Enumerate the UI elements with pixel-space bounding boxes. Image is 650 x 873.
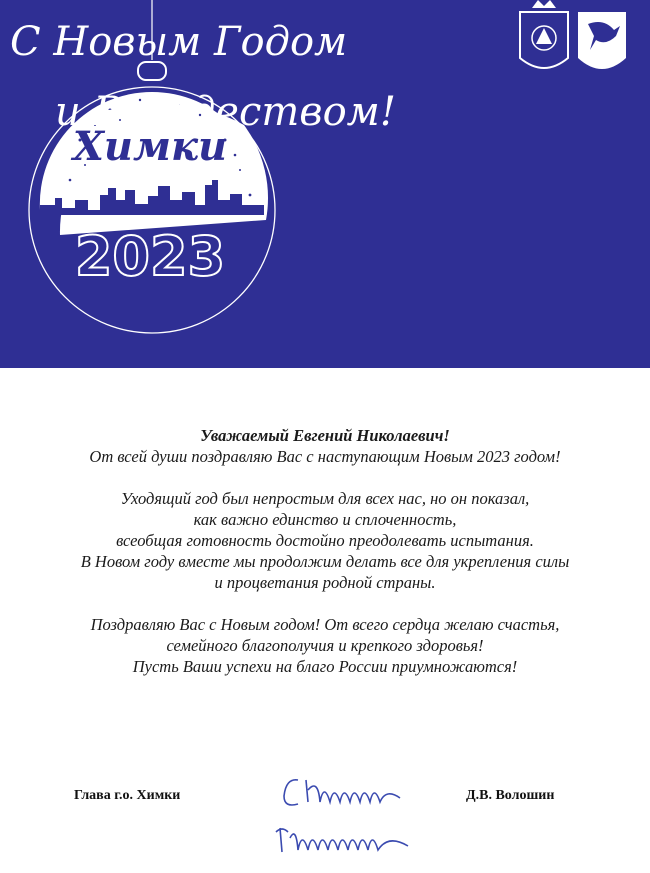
handwritten-signature	[268, 768, 418, 863]
moscow-region-coat-of-arms-icon	[520, 0, 568, 68]
letter-line: как важно единство и сплоченность,	[193, 510, 457, 529]
header-banner	[0, 0, 650, 368]
khimki-coat-of-arms-icon	[578, 12, 626, 69]
greeting-script	[0, 0, 396, 170]
letter-line: От всей души поздравляю Вас с наступающим Новым 2023 годом!	[89, 447, 561, 466]
letter-line: В Новом году вместе мы продолжим делать все для укрепления силы	[80, 552, 570, 571]
letter-line: всеобщая готовность достойно преодолевать испытания.	[116, 531, 534, 550]
signatory-title: Глава г.о. Химки	[74, 788, 181, 803]
letter-line: Уходящий год был непростым для всех нас, но он показал,	[120, 489, 530, 508]
khimki-wordmark: Химки	[72, 123, 228, 170]
salutation: Уважаемый Евгений Николаевич!	[200, 426, 450, 445]
greeting-line-2: и Рождеством!	[55, 89, 396, 135]
greeting-line-1: С Новым Годом	[10, 19, 348, 65]
letter-line: семейного благополучия и крепкого здоровья!	[166, 636, 484, 655]
letter-line: и процветания родной страны.	[214, 573, 436, 592]
year-2023: 2023	[74, 225, 226, 288]
signatory-name: Д.В. Волошин	[466, 788, 555, 803]
letter-line: Поздравляю Вас с Новым годом! От всего сердца желаю счастья,	[90, 615, 560, 634]
letter-body	[0, 425, 650, 677]
letter-line: Пусть Ваши успехи на благо России приумножаются!	[132, 657, 518, 676]
